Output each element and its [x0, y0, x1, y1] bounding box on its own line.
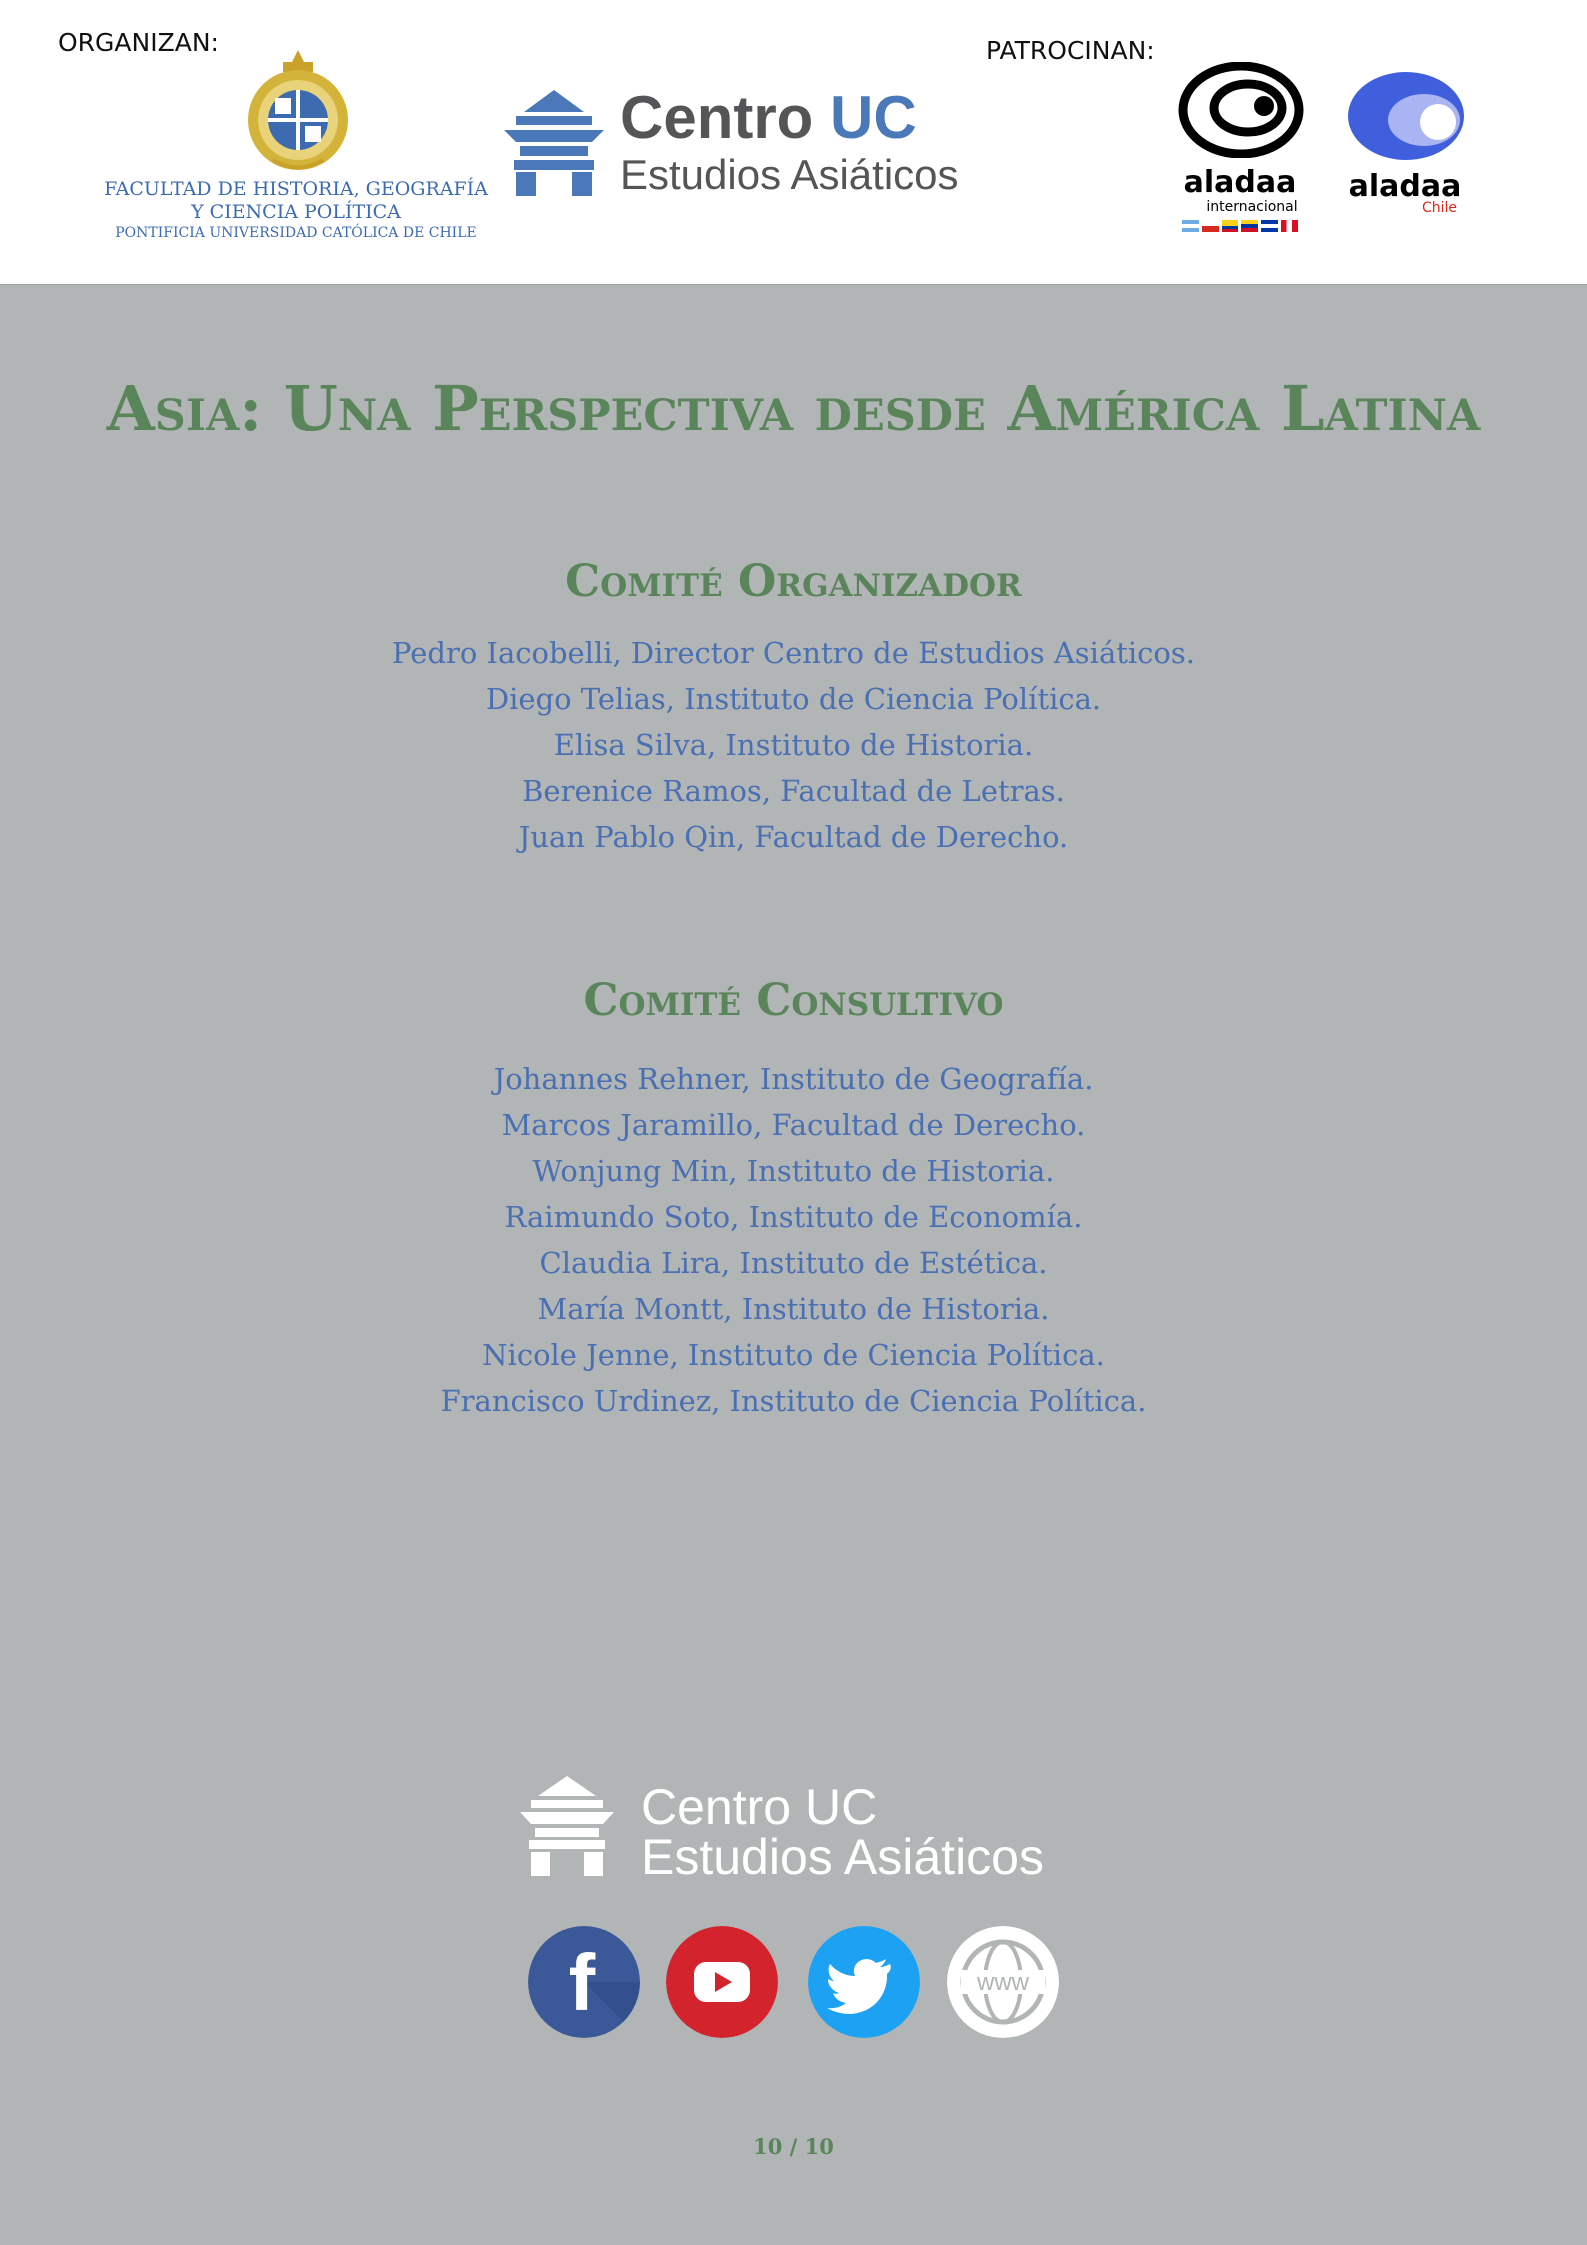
comite-consultivo-list	[0, 1056, 1587, 1424]
aladaa-chile-logo	[1340, 70, 1470, 230]
document-title: Asia: Una Perspectiva desde América Latina	[106, 372, 1481, 445]
aladaa-int-sub: internacional	[1206, 199, 1298, 215]
organizador-member: Elisa Silva, Instituto de Historia.	[553, 728, 1034, 762]
centro-word: Centro	[620, 84, 814, 151]
organizador-member: Juan Pablo Qin, Facultad de Derecho.	[518, 820, 1069, 854]
organizan-label: ORGANIZAN:	[58, 28, 219, 57]
twitter-icon[interactable]	[808, 1926, 920, 2038]
estudios-asiaticos-label: Estudios Asiáticos	[620, 151, 959, 198]
facultad-line1: FACULTAD DE HISTORIA, GEOGRAFÍA	[104, 178, 488, 200]
consultivo-member: Johannes Rehner, Instituto de Geografía.	[493, 1062, 1094, 1096]
consultivo-member: Marcos Jaramillo, Facultad de Derecho.	[501, 1108, 1086, 1142]
facultad-line2: Y CIENCIA POLÍTICA	[191, 201, 401, 223]
flags-strip	[1182, 220, 1298, 232]
consultivo-member: Wonjung Min, Instituto de Historia.	[532, 1154, 1055, 1188]
www-icon[interactable]	[947, 1926, 1059, 2038]
consultivo-member: María Montt, Instituto de Historia.	[537, 1292, 1050, 1326]
aladaa-int-name: aladaa	[1183, 165, 1297, 200]
comite-organizador-list	[0, 630, 1587, 860]
consultivo-member: Claudia Lira, Instituto de Estética.	[539, 1246, 1048, 1280]
aladaa-internacional-logo	[1170, 62, 1310, 242]
consultivo-member: Raimundo Soto, Instituto de Economía.	[504, 1200, 1083, 1234]
youtube-icon[interactable]	[666, 1926, 778, 2038]
consultivo-member: Francisco Urdinez, Instituto de Ciencia Política.	[440, 1384, 1147, 1418]
comite-organizador-heading: Comité Organizador	[565, 556, 1022, 607]
footer-logo-line2: Estudios Asiáticos	[641, 1829, 1044, 1885]
consultivo-member: Nicole Jenne, Instituto de Ciencia Política.	[482, 1338, 1105, 1372]
centro-uc-logo	[504, 84, 964, 203]
uc-word: UC	[830, 84, 917, 151]
organizador-member: Pedro Iacobelli, Director Centro de Estudios Asiáticos.	[392, 636, 1195, 670]
facultad-line3: PONTIFICIA UNIVERSIDAD CATÓLICA DE CHILE	[115, 225, 477, 241]
footer-logo-text	[641, 1779, 1044, 1885]
patrocinan-label: PATROCINAN:	[986, 36, 1155, 65]
aladaa-chile-name: aladaa	[1348, 169, 1462, 204]
footer-logo-line1: Centro UC	[641, 1779, 878, 1835]
organizador-member: Berenice Ramos, Facultad de Letras.	[522, 774, 1065, 808]
comite-consultivo-heading: Comité Consultivo	[583, 975, 1004, 1026]
facultad-logo	[96, 48, 496, 248]
footer-pagoda-icon	[520, 1776, 614, 1876]
organizador-member: Diego Telias, Instituto de Ciencia Política.	[485, 682, 1102, 716]
pagoda-icon	[504, 90, 604, 198]
header-banner	[0, 0, 1587, 285]
university-seal-icon	[243, 50, 353, 174]
aladaa-chile-swirl-icon	[1346, 70, 1470, 166]
www-label: www	[977, 1969, 1029, 1996]
page-number: 10 / 10	[753, 2134, 834, 2159]
aladaa-chile-sub: Chile	[1422, 200, 1458, 216]
aladaa-swirl-icon	[1178, 62, 1304, 158]
facebook-icon[interactable]	[528, 1926, 640, 2038]
facebook-glyph: f	[568, 1938, 596, 2027]
